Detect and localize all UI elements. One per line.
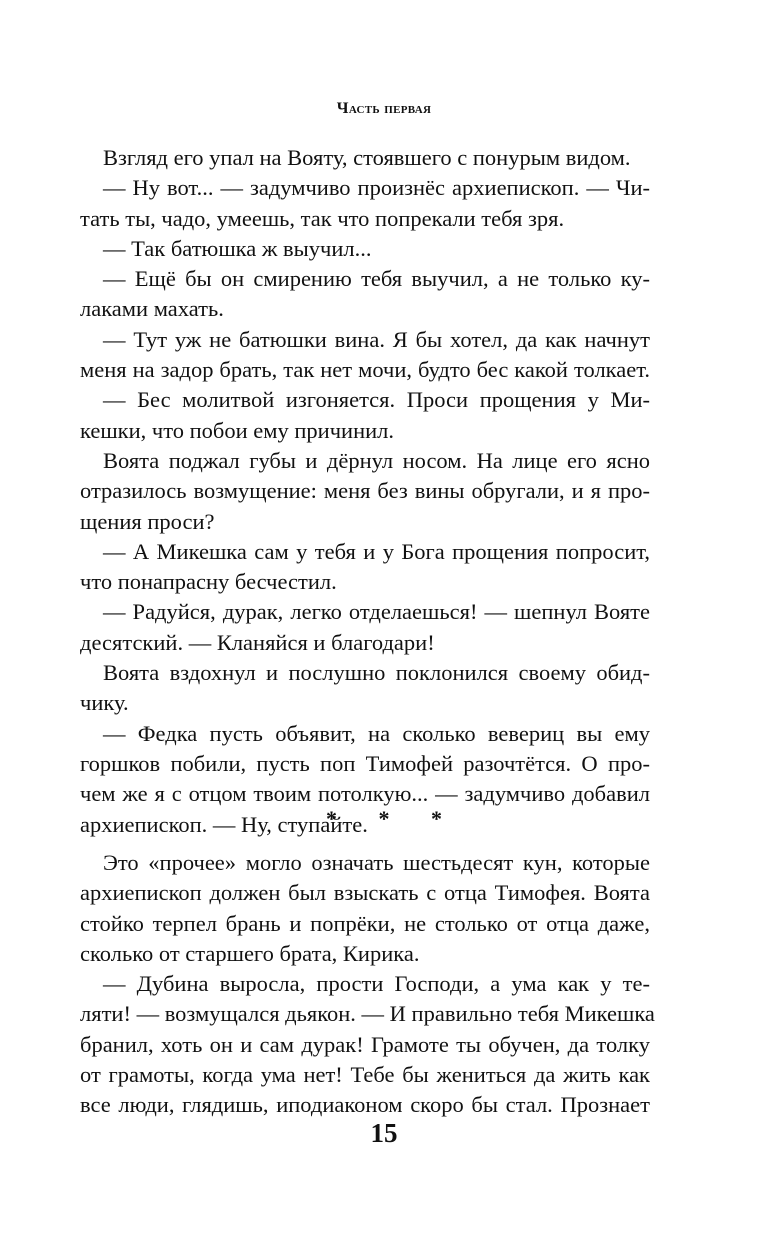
text-block-2 — [80, 848, 655, 1121]
text-line: что понапрасну бесчестил. — [80, 569, 337, 595]
text-line: — Ну вот... — задумчиво произнёс архиепископ. — Чи- — [103, 175, 650, 201]
page-number: 15 — [370, 1118, 398, 1148]
text-line: Воята вздохнул и послушно поклонился своему обид- — [103, 660, 650, 686]
running-head: Часть первая — [336, 100, 432, 117]
text-line: Это «прочее» могло означать шестьдесят кун, которые — [103, 850, 650, 875]
text-line: — Так батюшка ж выучил... — [103, 235, 372, 261]
text-line: отразилось возмущение: меня без вины обругали, и я про- — [80, 478, 650, 504]
text-line: Воята поджал губы и дёрнул носом. На лице его ясно — [103, 447, 650, 473]
text-line: десятский. — Кланяйся и благодари! — [80, 629, 435, 655]
text-line: Взгляд его упал на Вояту, стоявшего с понурым видом. — [103, 145, 631, 170]
text-line: — Тут уж не батюшки вина. Я бы хотел, да как начнут — [103, 326, 650, 352]
text-line: стойко терпел брань и попрёки, не столько от отца даже, — [80, 910, 650, 936]
text-line: от грамоты, когда ума нет! Тебе бы жениться да жить как — [80, 1062, 650, 1088]
text-line: щения проси? — [80, 508, 215, 534]
section-separator: * * * — [326, 806, 460, 831]
text-line: кешки, что побои ему причинил. — [80, 417, 395, 443]
text-line: — Дубина выросла, прости Господи, а ума как у те- — [103, 971, 650, 997]
text-line: архиепископ. — Ну, ступайте. — [80, 811, 368, 837]
text-line: — Федка пусть объявит, на сколько вевериц вы ему — [103, 720, 650, 746]
text-line: тать ты, чадо, умеешь, так что попрекали тебя зря. — [80, 205, 565, 231]
text-line: ляти! — возмущался дьякон. — И правильно тебя Микешка — [80, 1001, 655, 1027]
text-block-1 — [80, 143, 650, 840]
text-line: чем же я с отцом твоим потолкую... — задумчиво добавил — [80, 781, 650, 807]
text-line: архиепископ должен был взыскать с отца Тимофея. Воята — [80, 880, 650, 906]
text-line: сколько от старшего брата, Кирика. — [80, 940, 420, 966]
text-line: — Бес молитвой изгоняется. Проси прощения у Ми- — [103, 387, 650, 413]
text-line: — Ещё бы он смирению тебя выучил, а не только ку- — [103, 266, 650, 292]
text-line: все люди, глядишь, иподиаконом скоро бы стал. Прознает — [80, 1092, 650, 1118]
text-line: бранил, хоть он и сам дурак! Грамоте ты обучен, да толку — [80, 1031, 650, 1057]
text-line: — А Микешка сам у тебя и у Бога прощения попросит, — [103, 538, 650, 564]
text-line: — Радуйся, дурак, легко отделаешься! — шепнул Вояте — [103, 599, 650, 625]
text-line: горшков побили, пусть поп Тимофей разочтётся. О про- — [80, 750, 650, 776]
text-line: чику. — [80, 690, 129, 716]
text-line: меня на задор брать, так нет мочи, будто бес какой толкает. — [80, 357, 650, 383]
text-line: лаками махать. — [80, 296, 224, 322]
